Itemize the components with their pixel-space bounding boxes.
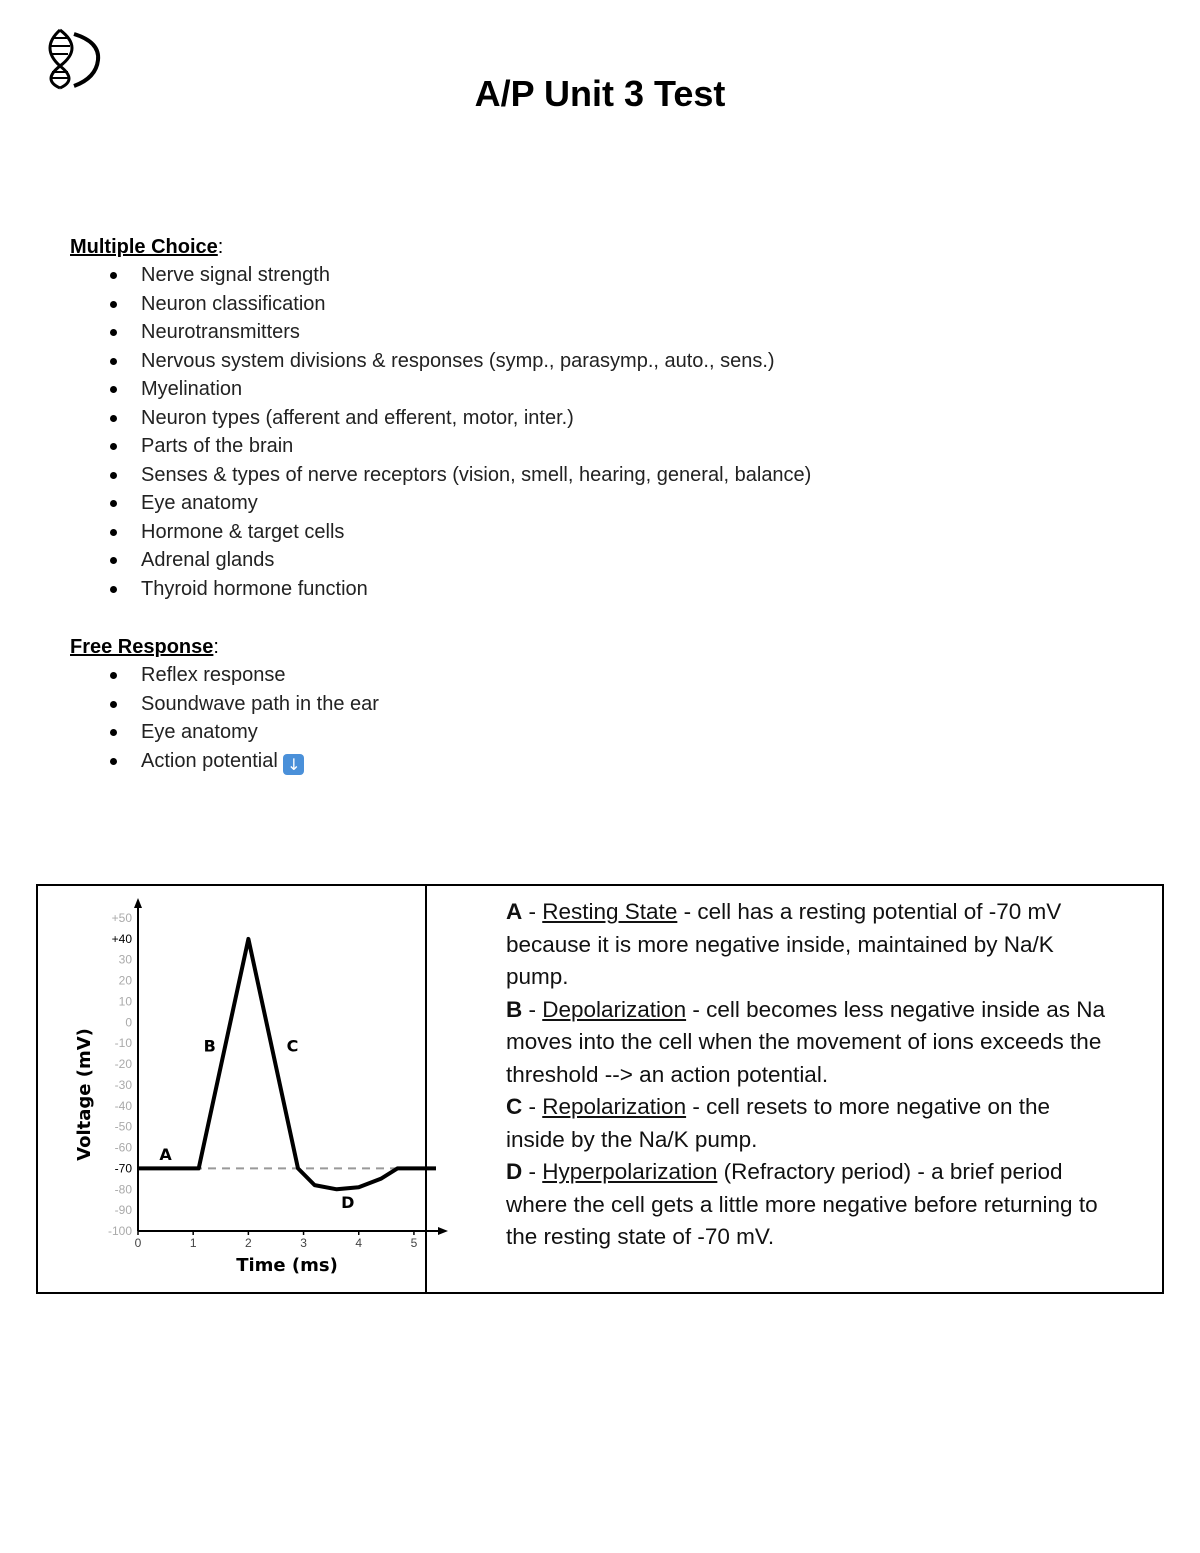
y-tick-label: 20 <box>118 973 132 988</box>
y-tick-label: -30 <box>114 1077 132 1092</box>
list-item-text: Senses & types of nerve receptors (vision, smell, hearing, general, balance) <box>141 463 812 486</box>
list-item <box>70 718 379 747</box>
list-item <box>70 575 811 604</box>
list-item-text: Eye anatomy <box>141 492 258 514</box>
list-item <box>70 375 811 404</box>
free-response-heading-colon: : <box>213 636 219 658</box>
phase-label: D <box>506 1159 523 1184</box>
phase-note-a <box>506 896 1106 994</box>
bullet-icon <box>110 701 117 708</box>
x-tick-label: 5 <box>410 1236 418 1250</box>
phase-note-d <box>506 1156 1106 1254</box>
phase-descriptions <box>506 896 1106 1254</box>
list-item-text: Action potential <box>141 749 278 772</box>
phase-term: Hyperpolarization <box>542 1159 718 1184</box>
bullet-icon <box>110 415 117 422</box>
action-potential-chart <box>72 896 418 1286</box>
y-tick-label: -40 <box>114 1098 132 1113</box>
down-arrow-icon: ↓ <box>283 754 304 775</box>
list-item <box>70 318 811 347</box>
action-potential-curve <box>138 939 436 1189</box>
list-item-text: Soundwave path in the ear <box>141 692 379 715</box>
list-item-text: Neurotransmitters <box>141 321 300 343</box>
y-tick-label: -10 <box>114 1036 132 1051</box>
y-tick-label: +50 <box>111 911 132 925</box>
bullet-icon <box>110 586 117 593</box>
list-item <box>70 546 811 575</box>
y-tick-label: -100 <box>107 1224 132 1238</box>
bullet-icon <box>110 472 117 479</box>
list-item <box>70 690 379 719</box>
phase-text: - cell resets to more negative on the inside by the Na/K pump. <box>506 1094 1051 1152</box>
phase-term: Resting State <box>542 899 678 924</box>
bullet-icon <box>110 301 117 308</box>
x-tick-label: 1 <box>189 1236 197 1250</box>
bullet-icon <box>110 557 117 564</box>
phase-dash: - <box>522 1159 543 1184</box>
list-item <box>70 261 811 290</box>
list-item <box>70 404 811 433</box>
action-potential-table <box>36 884 1164 1294</box>
list-item <box>70 290 811 319</box>
phase-marker-c: C <box>286 1036 299 1056</box>
x-tick-label: 3 <box>300 1236 307 1250</box>
multiple-choice-heading-colon: : <box>217 236 224 258</box>
y-tick-label: -90 <box>114 1203 132 1218</box>
multiple-choice-heading-text: Multiple Choice <box>70 236 218 258</box>
list-item-text: Hormone & target cells <box>141 520 345 543</box>
phase-text: - cell has a resting potential of -70 mV because it is more negative inside, maintained by Na/K pump. <box>506 899 1062 989</box>
phase-text: - cell becomes less negative inside as Na moves into the cell when the movement of ions exceeds the threshold --> an action potential. <box>506 996 1106 1087</box>
phase-note-b <box>506 994 1106 1092</box>
y-tick-label: +40 <box>111 931 132 946</box>
list-item-text: Parts of the brain <box>141 435 294 457</box>
bullet-icon <box>110 500 117 507</box>
phase-dash: - <box>522 996 543 1022</box>
list-item <box>70 518 811 547</box>
list-item <box>70 461 811 490</box>
phase-marker-a: A <box>159 1145 172 1165</box>
free-response-heading-text: Free Response <box>70 636 214 658</box>
y-axis-label: Voltage (mV) <box>74 1028 95 1161</box>
list-item-text: Neuron classification <box>141 292 326 315</box>
bullet-icon <box>110 329 117 336</box>
phase-term: Depolarization <box>542 996 687 1022</box>
bullet-icon <box>110 443 117 450</box>
x-tick-label: 2 <box>245 1236 252 1250</box>
list-item-text: Thyroid hormone function <box>141 577 368 600</box>
y-axis-ticks <box>108 911 132 1238</box>
list-item <box>70 747 379 776</box>
x-tick-label: 0 <box>134 1236 142 1250</box>
y-tick-label: -20 <box>114 1057 132 1072</box>
bullet-icon <box>110 272 117 279</box>
phase-dash: - <box>522 1094 543 1119</box>
phase-note-c <box>506 1091 1106 1156</box>
bullet-icon <box>110 358 117 365</box>
page-title: A/P Unit 3 Test <box>474 73 726 114</box>
y-tick-label: 0 <box>125 1015 132 1030</box>
multiple-choice-heading <box>70 234 223 260</box>
list-item-text: Neuron types (afferent and efferent, motor, inter.) <box>141 406 574 429</box>
list-item-text: Myelination <box>141 378 243 400</box>
free-response-list <box>70 661 379 775</box>
phase-dash: - <box>522 899 543 924</box>
list-item <box>70 489 811 518</box>
bullet-icon <box>110 729 117 736</box>
phase-marker-b: B <box>203 1036 216 1056</box>
list-item-text: Nerve signal strength <box>141 264 330 286</box>
bullet-icon <box>110 386 117 393</box>
bullet-icon <box>110 529 117 536</box>
list-item <box>70 432 811 461</box>
list-item-text: Adrenal glands <box>141 549 275 571</box>
phase-label: B <box>506 996 523 1022</box>
phase-term: Repolarization <box>542 1094 687 1119</box>
list-item <box>70 661 379 690</box>
phase-label: C <box>506 1094 523 1119</box>
list-item <box>70 347 811 376</box>
x-tick-label: 4 <box>355 1236 363 1250</box>
x-axis-arrowhead <box>438 1227 448 1235</box>
y-tick-label: -50 <box>114 1119 132 1134</box>
y-tick-label: -80 <box>114 1182 132 1197</box>
free-response-heading <box>70 634 219 660</box>
phase-label: A <box>506 899 523 924</box>
phase-text: (Refractory period) - a brief period where the cell gets a little more negative before returning to the resting state of -70 mV. <box>506 1159 1098 1249</box>
y-tick-label: -60 <box>114 1140 132 1155</box>
phase-marker-d: D <box>341 1193 355 1213</box>
bullet-icon <box>110 672 117 679</box>
bullet-icon <box>110 758 117 765</box>
list-item-text: Eye anatomy <box>141 721 258 743</box>
x-axis-ticks <box>135 1231 418 1250</box>
list-item-text: Reflex response <box>141 664 286 686</box>
multiple-choice-list <box>70 261 811 603</box>
y-tick-label: -70 <box>114 1161 132 1176</box>
x-axis-label: Time (ms) <box>236 1255 338 1276</box>
y-tick-label: 30 <box>118 952 132 967</box>
y-tick-label: 10 <box>118 994 132 1009</box>
list-item-text: Nervous system divisions & responses (symp., parasymp., auto., sens.) <box>141 349 775 372</box>
y-axis-arrowhead <box>134 898 142 908</box>
